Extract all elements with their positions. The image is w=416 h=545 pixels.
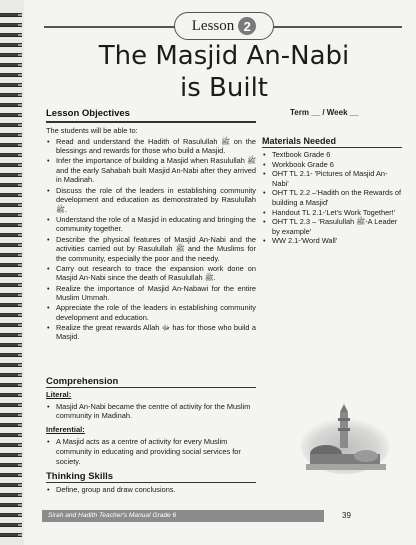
list-item: • Read and understand the Hadith of Rasulullah ﷺ on the blessings and rewards for those who build a Masjid.: [46, 137, 256, 156]
term-week: Term __ / Week __: [290, 108, 359, 117]
list-item: • Carry out research to trace the expansion work done on Masjid An-Nabi since the death of Rasulullah ﷺ.: [46, 264, 256, 283]
inferential-label: Inferential:: [46, 425, 85, 435]
thinking-list: [46, 485, 286, 495]
thinking-heading: Thinking Skills: [46, 472, 256, 483]
page-title: [64, 40, 384, 104]
comprehension-heading: Comprehension: [46, 377, 256, 388]
lesson-badge: [174, 12, 274, 40]
lesson-number: 2: [238, 17, 256, 35]
literal-label: Literal:: [46, 389, 72, 399]
list-item: • Appreciate the role of the leaders in establishing community development and education.: [46, 303, 256, 322]
inferential-list: [46, 437, 286, 466]
footer-bar: Sirah and Hadith Teacher's Manual Grade 6: [42, 510, 404, 522]
lesson-label: Lesson: [191, 17, 235, 34]
list-item: • Infer the importance of building a Masjid when Rasulullah ﷺ and the early Sahabah built Masjid An-Nabi after they arrived in Madinah.: [46, 156, 256, 185]
objectives-intro: The students will be able to:: [46, 126, 138, 135]
list-item: • OHT TL 2.1- 'Pictures of Masjid An-Nabi': [262, 169, 402, 188]
list-item: • Realize the importance of Masjid An-Nabawi for the entire Muslim Ummah.: [46, 284, 256, 303]
list-item: • OHT TL 2.2 –'Hadith on the Rewards of building a Masjid': [262, 188, 402, 207]
title-line-2: is Built: [180, 73, 268, 103]
objectives-list: [46, 137, 256, 342]
list-item: • Masjid An-Nabi became the centre of activity for the Muslim community in Madinah.: [46, 402, 256, 422]
list-item: • Define, group and draw conclusions.: [46, 485, 286, 495]
list-item: • Textbook Grade 6: [262, 150, 402, 160]
spiral-binding: [0, 10, 22, 540]
literal-list: [46, 402, 286, 422]
list-item: • OHT TL 2.3 – 'Rasulullah ﷺ-A Leader by example': [262, 217, 402, 236]
page-number: 39: [342, 511, 351, 520]
list-item: • Workbook Grade 6: [262, 160, 402, 170]
list-item: • Discuss the role of the leaders in establishing community development and education as demonstrated by Rasulullah ﷺ.: [46, 186, 256, 215]
objectives-section: [46, 126, 256, 343]
objectives-rule: [46, 121, 256, 123]
title-line-1: The Masjid An-Nabi: [98, 41, 350, 71]
list-item: • Describe the physical features of Masjid An-Nabi and the activities carried out by Rasulullah ﷺ and the Muslims for the community, especially the poor and the needy.: [46, 235, 256, 264]
materials-list: [262, 150, 402, 246]
page: [24, 0, 416, 545]
list-item: • Handout TL 2.1-'Let's Work Together!': [262, 208, 402, 218]
materials-section: [262, 136, 402, 246]
list-item: • Understand the role of a Masjid in educating and bringing the community together.: [46, 215, 256, 234]
list-item: • WW 2.1-'Word Wall': [262, 236, 402, 246]
list-item: • Realize the great rewards Allah ﷻ has for those who build a Masjid.: [46, 323, 256, 342]
footer-end: [324, 510, 404, 522]
materials-heading: Materials Needed: [262, 136, 402, 148]
list-item: • A Masjid acts as a centre of activity for every Muslim community in educating and providing social services for society.: [46, 437, 256, 466]
comprehension-section: [46, 377, 286, 499]
mosque-illustration: [300, 404, 390, 474]
objectives-heading: Lesson Objectives: [46, 108, 130, 119]
